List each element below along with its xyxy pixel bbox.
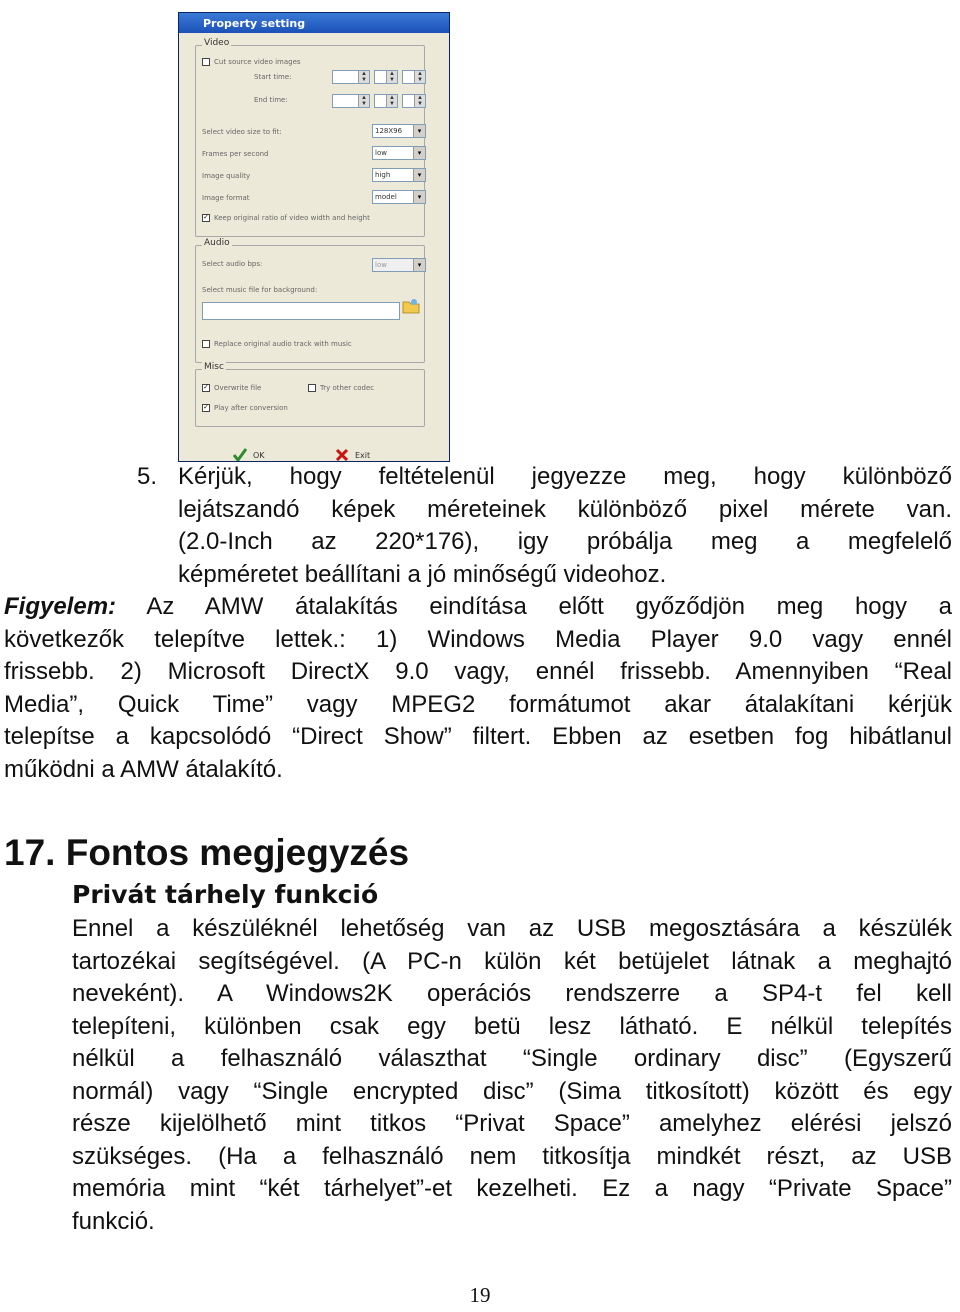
dialog-title: Property setting [203,16,306,30]
text-line: Ennel a készüléknél lehetőség van az USB megosztására a készülék [72,915,952,942]
video-size-label: Select video size to fit: [202,128,282,136]
keep-ratio-label: Keep original ratio of video width and height [214,214,370,222]
overwrite-checkbox[interactable]: ✓ [203,384,209,391]
replace-audio-label: Replace original audio track with music [214,340,352,348]
quality-select[interactable] [372,168,426,182]
spinner-arrows-icon[interactable]: ▲ ▼ [386,95,397,107]
spinner-arrows-icon[interactable]: ▲ ▼ [414,71,425,83]
misc-legend: Misc [204,362,224,372]
audio-bps-label: Select audio bps: [202,260,263,268]
chevron-down-icon[interactable]: ▾ [413,147,425,159]
spinner-arrows-icon[interactable]: ▲ ▼ [358,71,369,83]
cut-checkbox[interactable] [202,58,210,66]
fps-value: low [375,149,387,157]
text-line: nélkül a felhasználó választhat “Single ordinary disc” (Egyszerű [72,1045,952,1072]
start-hour-spinner[interactable] [332,70,370,84]
format-label: Image format [202,194,250,202]
text-line: működni a AMW átalakító. [4,755,283,783]
chevron-down-icon[interactable]: ▾ [413,191,425,203]
spinner-arrows-icon[interactable]: ▲ ▼ [358,95,369,107]
spinner-arrows-icon[interactable]: ▲ ▼ [414,95,425,107]
end-second-spinner[interactable] [402,94,426,108]
text-line: telepítse a kapcsolódó “Direct Show” filtert. Ebben az esetben fog hibátlanul [4,723,952,750]
play-after-label: Play after conversion [214,404,288,412]
text-line: Az AMW átalakítás eindítása előtt győződjön meg hogy a [116,593,952,620]
end-hour-spinner[interactable] [332,94,370,108]
text-line: tartozékai segítségével. (A PC-n külön két betüjelet látnak a meghajtó [72,947,952,975]
start-second-spinner[interactable] [402,70,426,84]
play-after-checkbox[interactable]: ✓ [203,404,209,411]
text-line: Media”, Quick Time” vagy MPEG2 formátumot akar átalakítani kérjük [4,690,952,718]
text-line: telepíteni, különben csak egy betü lesz látható. E nélkül telepítés [72,1012,952,1040]
other-codec-checkbox[interactable] [308,384,316,392]
audio-bps-select[interactable] [372,258,426,272]
text-line: lejátszandó képek méreteinek különböző pixel mérete van. [178,495,952,523]
chevron-down-icon[interactable]: ▾ [413,169,425,181]
cut-label: Cut source video images [214,58,301,66]
end-time-label: End time: [254,96,288,104]
chevron-down-icon[interactable]: ▾ [413,125,425,137]
section-subheading: Privát tárhely funkció [72,880,379,909]
audio-bps-value: low [375,261,387,269]
warning-first-line [4,591,952,624]
section17-paragraph [72,913,952,1238]
text-line: frissebb. 2) Microsoft DirectX 9.0 vagy, ennél frissebb. Amennyiben “Real [4,658,952,685]
text-line: neveként). A Windows2K operációs rendszerre a SP4-t fel kell [72,980,952,1007]
end-minute-spinner[interactable] [374,94,398,108]
replace-audio-checkbox[interactable] [202,340,210,348]
quality-label: Image quality [202,172,251,180]
format-select[interactable] [372,190,426,204]
dialog-panel [183,35,445,460]
fps-label: Frames per second [202,150,269,158]
overwrite-label: Overwrite file [214,384,262,392]
text-line: szükséges. (Ha a felhasználó nem titkosítja mindkét részt, az USB [72,1142,952,1170]
audio-group [195,238,425,363]
audio-legend: Audio [204,238,230,248]
start-time-label: Start time: [254,73,292,81]
item-number: 5. [137,463,158,490]
text-line: képméretet beállítani a jó minőségű videohoz. [178,560,667,588]
text-line: Kérjük, hogy feltételenül jegyezze meg, hogy különböző [178,463,952,490]
text-line: része kijelölhető mint titkos “Privat Space” amelyhez elérési jelszó [72,1110,952,1137]
misc-group [195,362,425,427]
keep-ratio-checkbox[interactable]: ✓ [203,214,209,221]
quality-value: high [375,171,391,179]
close-icon [335,448,349,462]
video-legend: Video [204,38,230,48]
music-file-input[interactable] [202,302,400,320]
exit-label: Exit [355,450,371,460]
video-size-select[interactable] [372,124,426,138]
video-size-value: 128X96 [375,127,403,135]
text-line: normál) vagy “Single encrypted disc” (Sima titkosított) között és egy [72,1077,952,1105]
checkmark-icon [233,448,247,462]
text-line: memória mint “két tárhelyet”-et kezelheti. Ez a nagy “Private Space” [72,1175,952,1202]
warning-paragraph [4,591,952,786]
start-minute-spinner[interactable] [374,70,398,84]
text-line: következők telepítve lettek.: 1) Windows Media Player 9.0 vagy ennél [4,625,952,653]
chevron-down-icon[interactable]: ▾ [413,259,425,271]
ok-button[interactable] [233,445,265,462]
text-line: (2.0-Inch az 220*176), igy próbálja meg a megfelelő [178,528,952,555]
music-file-label: Select music file for background: [202,286,318,294]
format-value: model [375,193,397,201]
warning-label: Figyelem: [4,593,117,620]
fps-select[interactable] [372,146,426,160]
property-setting-dialog [178,12,450,462]
section-heading: 17. Fontos megjegyzés [4,832,410,873]
dialog-titlebar[interactable] [179,13,449,33]
text-line: funkció. [72,1207,155,1235]
item5-paragraph [178,461,952,591]
spinner-arrows-icon[interactable]: ▲ ▼ [386,71,397,83]
other-codec-label: Try other codec [320,384,375,392]
video-group [195,38,425,237]
folder-open-icon[interactable] [402,298,420,314]
page-number: 19 [469,1283,491,1307]
exit-button[interactable] [335,445,370,462]
ok-label: OK [253,450,265,460]
